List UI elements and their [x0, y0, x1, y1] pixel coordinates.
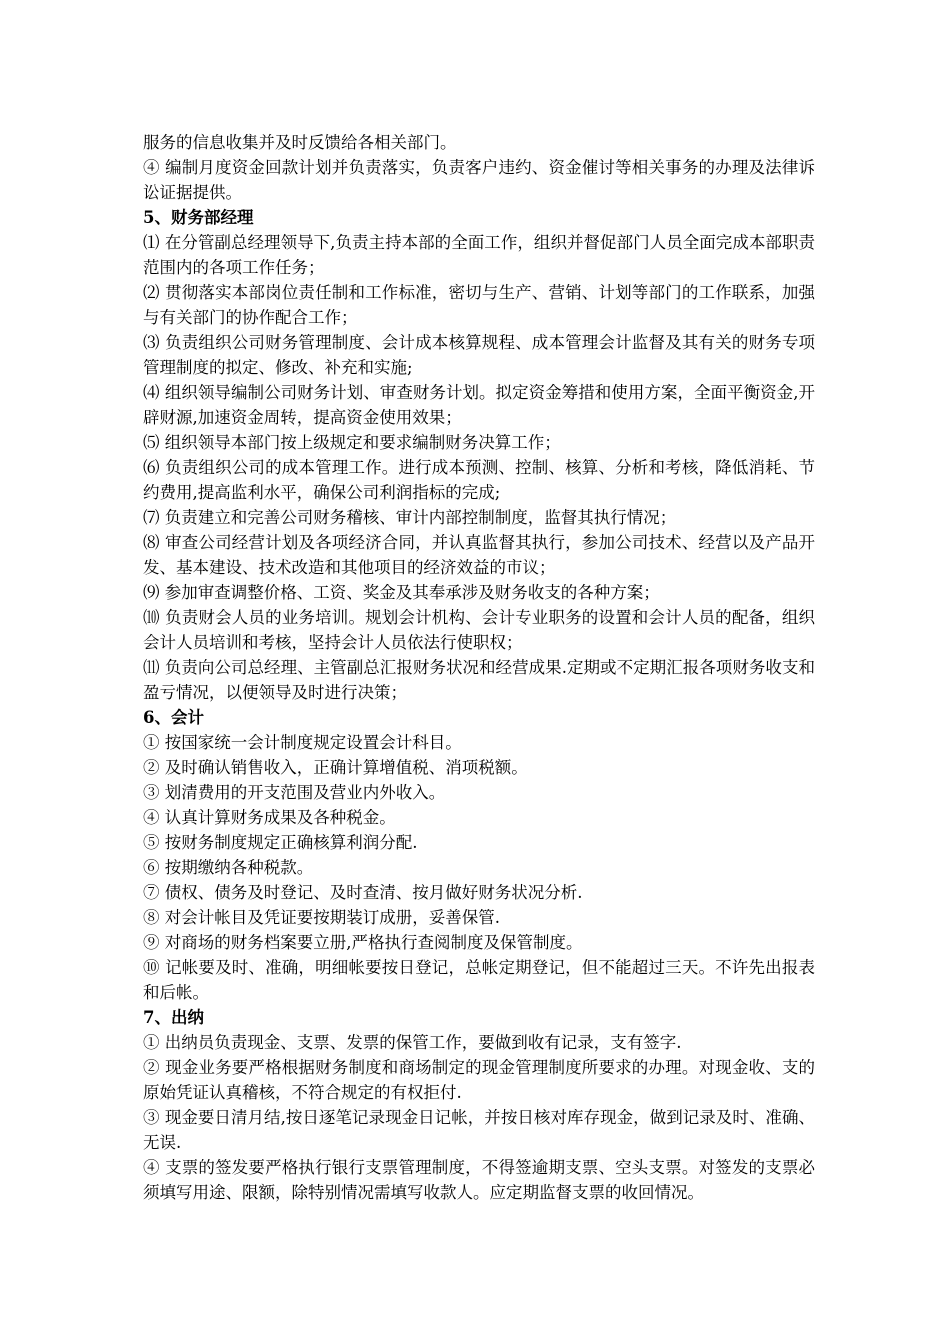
list-item: ⑵ 贯彻落实本部岗位责任制和工作标准，密切与生产、营销、计划等部门的工作联系，加强与有关部门的协作配合工作；: [143, 283, 815, 327]
list-item: ① 出纳员负责现金、支票、发票的保管工作，要做到收有记录，支有签字.: [143, 1033, 682, 1052]
list-item: ③ 现金要日清月结,按日逐笔记录现金日记帐，并按日核对库存现金，做到记录及时、准确、无误.: [143, 1108, 815, 1152]
list-item: ⑴ 在分管副总经理领导下,负责主持本部的全面工作，组织并督促部门人员全面完成本部职责范围内的各项工作任务；: [143, 233, 815, 277]
list-item: ⑥ 按期缴纳各种税款。: [143, 858, 314, 877]
section-heading: 6、会计: [143, 708, 204, 727]
list-item: ⑤ 按财务制度规定正确核算利润分配.: [143, 833, 418, 852]
list-item: ⑷ 组织领导编制公司财务计划、审查财务计划。拟定资金筹措和使用方案，全面平衡资金,开辟财源,加速资金周转，提高资金使用效果；: [143, 383, 815, 427]
list-item: ⑦ 债权、债务及时登记、及时查清、按月做好财务状况分析.: [143, 883, 583, 902]
list-item: ⑺ 负责建立和完善公司财务稽核、审计内部控制制度，监督其执行情况；: [143, 508, 677, 527]
list-item: ⑼ 参加审查调整价格、工资、奖金及其奉承涉及财务收支的各种方案；: [143, 583, 660, 602]
list-item: ③ 划清费用的开支范围及营业内外收入。: [143, 783, 446, 802]
section-heading: 7、出纳: [143, 1008, 204, 1027]
paragraph: ④ 编制月度资金回款计划并负责落实，负责客户违约、资金催讨等相关事务的办理及法律诉讼证据提供。: [143, 158, 815, 202]
section-heading: 5、财务部经理: [143, 208, 254, 227]
list-item: ⑶ 负责组织公司财务管理制度、会计成本核算规程、成本管理会计监督及其有关的财务专项管理制度的拟定、修改、补充和实施;: [143, 333, 815, 377]
list-item: ⑹ 负责组织公司的成本管理工作。进行成本预测、控制、核算、分析和考核，降低消耗、节约费用,提高监利水平，确保公司利润指标的完成;: [143, 458, 815, 502]
list-item: ⑸ 组织领导本部门按上级规定和要求编制财务决算工作；: [143, 433, 561, 452]
list-item: ⑾ 负责向公司总经理、主管副总汇报财务状况和经营成果.定期或不定期汇报各项财务收支和盈亏情况，以便领导及时进行决策；: [143, 658, 815, 702]
list-item: ⑻ 审查公司经营计划及各项经济合同，并认真监督其执行，参加公司技术、经营以及产品开发、基本建设、技术改造和其他项目的经济效益的市议；: [143, 533, 815, 577]
list-item: ④ 认真计算财务成果及各种税金。: [143, 808, 396, 827]
list-item: ② 及时确认销售收入，正确计算增值税、消项税额。: [143, 758, 528, 777]
list-item: ④ 支票的签发要严格执行银行支票管理制度，不得签逾期支票、空头支票。对签发的支票必须填写用途、限额，除特别情况需填写收款人。应定期监督支票的收回情况。: [143, 1158, 815, 1202]
list-item: ① 按国家统一会计制度规定设置会计科目。: [143, 733, 462, 752]
list-item: ⑽ 负责财会人员的业务培训。规划会计机构、会计专业职务的设置和会计人员的配备，组织会计人员培训和考核，坚持会计人员依法行使职权；: [143, 608, 815, 652]
list-item: ⑧ 对会计帐目及凭证要按期装订成册，妥善保管.: [143, 908, 500, 927]
document-body: [143, 130, 815, 1205]
list-item: ⑨ 对商场的财务档案要立册,严格执行查阅制度及保管制度。: [143, 933, 583, 952]
list-item: ② 现金业务要严格根据财务制度和商场制定的现金管理制度所要求的办理。对现金收、支的原始凭证认真稽核，不符合规定的有权拒付.: [143, 1058, 815, 1102]
list-item: ⑩ 记帐要及时、准确，明细帐要按日登记，总帐定期登记，但不能超过三天。不许先出报表和后帐。: [143, 958, 815, 1002]
paragraph: 服务的信息收集并及时反馈给各相关部门。: [143, 133, 457, 152]
